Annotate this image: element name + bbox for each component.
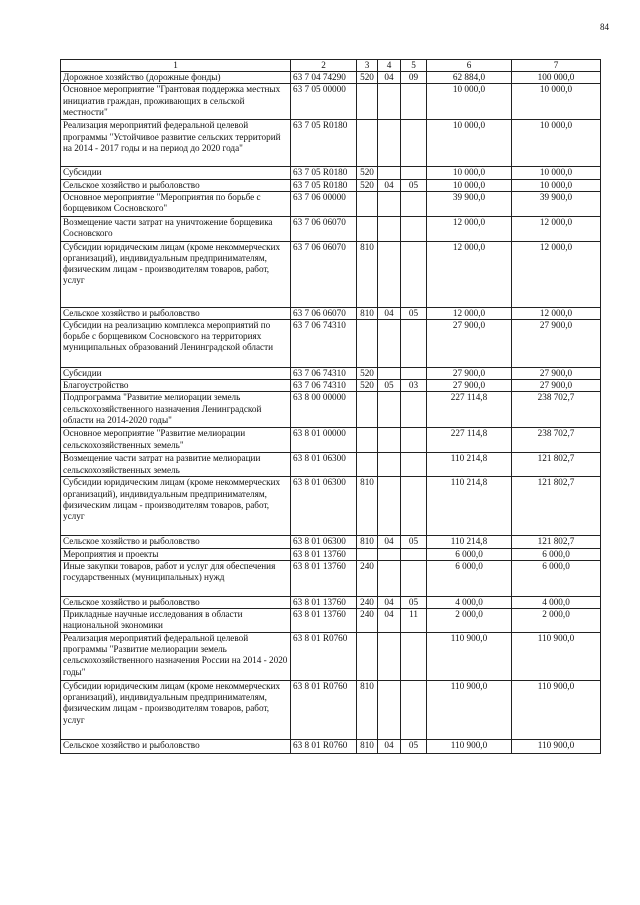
row-amount-1: 12 000,0 [427, 216, 512, 241]
row-code: 63 7 06 74310 [291, 320, 357, 368]
row-amount-2: 110 900,0 [512, 681, 601, 740]
row-expense-type: 520 [357, 167, 378, 179]
row-expense-type [357, 320, 378, 368]
table-row [61, 548, 601, 560]
row-section [378, 320, 401, 368]
header-col-5: 5 [401, 60, 427, 72]
page-number: 84 [600, 22, 609, 32]
row-section [378, 681, 401, 740]
row-name: Реализация мероприятий федеральной целевой программы "Развитие мелиорации земель сельскохозяйственного назначения России на 2014 - 2020 годы" [61, 633, 291, 681]
header-col-7: 7 [512, 60, 601, 72]
row-amount-1: 62 884,0 [427, 72, 512, 84]
row-name: Иные закупки товаров, работ и услуг для обеспечения государственных (муниципальных) нужд [61, 560, 291, 596]
row-expense-type: 240 [357, 609, 378, 633]
row-expense-type: 240 [357, 596, 378, 608]
row-amount-2: 121 802,7 [512, 536, 601, 548]
row-expense-type: 810 [357, 241, 378, 307]
row-section [378, 453, 401, 477]
row-amount-2: 39 900,0 [512, 191, 601, 216]
row-code: 63 8 01 13760 [291, 548, 357, 560]
table-row [61, 320, 601, 368]
table-row [61, 681, 601, 740]
row-code: 63 7 06 06070 [291, 241, 357, 307]
table-row [61, 84, 601, 120]
row-code: 63 7 06 00000 [291, 191, 357, 216]
row-name: Благоустройство [61, 380, 291, 392]
row-section [378, 191, 401, 216]
table-row [61, 191, 601, 216]
row-code: 63 8 01 00000 [291, 428, 357, 453]
row-code: 63 8 01 06300 [291, 477, 357, 536]
row-code: 63 7 06 06070 [291, 216, 357, 241]
row-subsection: 05 [401, 179, 427, 191]
row-amount-1: 27 900,0 [427, 320, 512, 368]
row-subsection: 05 [401, 740, 427, 754]
row-subsection [401, 191, 427, 216]
row-subsection [401, 681, 427, 740]
row-expense-type [357, 216, 378, 241]
table-row [61, 740, 601, 754]
row-amount-1: 12 000,0 [427, 307, 512, 319]
row-subsection: 05 [401, 307, 427, 319]
row-section: 04 [378, 536, 401, 548]
row-amount-1: 10 000,0 [427, 84, 512, 120]
row-code: 63 8 01 R0760 [291, 740, 357, 754]
row-expense-type [357, 633, 378, 681]
header-col-2: 2 [291, 60, 357, 72]
row-name: Возмещение части затрат на уничтожение борщевика Сосновского [61, 216, 291, 241]
row-section [378, 241, 401, 307]
row-code: 63 7 05 00000 [291, 84, 357, 120]
row-amount-1: 6 000,0 [427, 548, 512, 560]
table-row [61, 596, 601, 608]
row-name: Субсидии [61, 368, 291, 380]
row-expense-type [357, 392, 378, 428]
row-amount-2: 10 000,0 [512, 120, 601, 167]
table-row [61, 453, 601, 477]
row-section [378, 84, 401, 120]
row-expense-type [357, 120, 378, 167]
table-row [61, 72, 601, 84]
header-col-6: 6 [427, 60, 512, 72]
row-subsection [401, 548, 427, 560]
row-amount-2: 121 802,7 [512, 477, 601, 536]
row-section: 04 [378, 307, 401, 319]
row-subsection [401, 453, 427, 477]
row-expense-type: 240 [357, 560, 378, 596]
row-amount-1: 39 900,0 [427, 191, 512, 216]
row-amount-2: 238 702,7 [512, 428, 601, 453]
row-code: 63 7 05 R0180 [291, 179, 357, 191]
row-subsection [401, 84, 427, 120]
row-code: 63 8 01 06300 [291, 536, 357, 548]
table-row [61, 477, 601, 536]
row-section: 04 [378, 72, 401, 84]
row-subsection [401, 428, 427, 453]
row-amount-1: 10 000,0 [427, 120, 512, 167]
row-name: Возмещение части затрат на развитие мелиорации сельскохозяйственных земель [61, 453, 291, 477]
row-subsection [401, 120, 427, 167]
row-section: 04 [378, 609, 401, 633]
row-name: Мероприятия и проекты [61, 548, 291, 560]
row-name: Субсидии на реализацию комплекса мероприятий по борьбе с борщевиком Сосновского на территориях муниципальных образований Ленинградской области [61, 320, 291, 368]
row-section [378, 216, 401, 241]
row-code: 63 7 06 74310 [291, 380, 357, 392]
row-section: 05 [378, 380, 401, 392]
row-name: Основное мероприятие "Мероприятия по борьбе с борщевиком Сосновского" [61, 191, 291, 216]
row-amount-2: 6 000,0 [512, 560, 601, 596]
row-amount-2: 121 802,7 [512, 453, 601, 477]
row-name: Прикладные научные исследования в области национальной экономики [61, 609, 291, 633]
table-row [61, 216, 601, 241]
row-amount-2: 4 000,0 [512, 596, 601, 608]
table-row [61, 633, 601, 681]
row-expense-type: 810 [357, 740, 378, 754]
row-code: 63 7 06 06070 [291, 307, 357, 319]
row-amount-2: 238 702,7 [512, 392, 601, 428]
row-code: 63 8 01 R0760 [291, 681, 357, 740]
row-subsection [401, 560, 427, 596]
row-code: 63 8 01 13760 [291, 609, 357, 633]
row-name: Сельское хозяйство и рыболовство [61, 596, 291, 608]
row-name: Основное мероприятие "Грантовая поддержка местных инициатив граждан, проживающих в сельской местности" [61, 84, 291, 120]
row-subsection [401, 241, 427, 307]
table-row [61, 368, 601, 380]
row-subsection: 05 [401, 536, 427, 548]
row-amount-2: 10 000,0 [512, 167, 601, 179]
header-col-3: 3 [357, 60, 378, 72]
row-expense-type: 810 [357, 536, 378, 548]
row-expense-type [357, 428, 378, 453]
row-subsection [401, 320, 427, 368]
table-row [61, 560, 601, 596]
table-row [61, 609, 601, 633]
row-amount-2: 12 000,0 [512, 241, 601, 307]
row-amount-1: 12 000,0 [427, 241, 512, 307]
row-code: 63 8 00 00000 [291, 392, 357, 428]
row-section [378, 633, 401, 681]
row-expense-type: 810 [357, 681, 378, 740]
row-subsection: 03 [401, 380, 427, 392]
row-section [378, 368, 401, 380]
row-subsection [401, 167, 427, 179]
table-row [61, 307, 601, 319]
row-expense-type [357, 453, 378, 477]
row-section [378, 560, 401, 596]
row-subsection [401, 216, 427, 241]
row-code: 63 7 04 74290 [291, 72, 357, 84]
row-name: Субсидии юридическим лицам (кроме некоммерческих организаций), индивидуальным предпринимателям, физическим лицам - производителям товаров, работ, услуг [61, 241, 291, 307]
row-section [378, 428, 401, 453]
row-name: Подпрограмма "Развитие мелиорации земель сельскохозяйственного назначения Ленинградской области на 2014-2020 годы" [61, 392, 291, 428]
row-section [378, 120, 401, 167]
row-expense-type: 520 [357, 380, 378, 392]
budget-table [60, 59, 601, 754]
row-code: 63 8 01 13760 [291, 560, 357, 596]
row-amount-1: 2 000,0 [427, 609, 512, 633]
row-subsection: 11 [401, 609, 427, 633]
table-row [61, 428, 601, 453]
row-amount-1: 10 000,0 [427, 167, 512, 179]
header-row [61, 60, 601, 72]
header-col-1: 1 [61, 60, 291, 72]
row-amount-1: 227 114,8 [427, 392, 512, 428]
row-name: Сельское хозяйство и рыболовство [61, 740, 291, 754]
row-section: 04 [378, 740, 401, 754]
table-row [61, 179, 601, 191]
row-amount-1: 110 214,8 [427, 477, 512, 536]
row-name: Сельское хозяйство и рыболовство [61, 536, 291, 548]
row-amount-2: 10 000,0 [512, 179, 601, 191]
table-body [61, 60, 601, 754]
row-amount-1: 27 900,0 [427, 380, 512, 392]
row-amount-2: 27 900,0 [512, 380, 601, 392]
row-name: Основное мероприятие "Развитие мелиорации сельскохозяйственных земель" [61, 428, 291, 453]
row-amount-1: 110 900,0 [427, 633, 512, 681]
row-amount-2: 27 900,0 [512, 320, 601, 368]
row-amount-2: 27 900,0 [512, 368, 601, 380]
table-row [61, 120, 601, 167]
row-subsection: 05 [401, 596, 427, 608]
row-amount-1: 10 000,0 [427, 179, 512, 191]
row-section: 04 [378, 179, 401, 191]
row-amount-1: 227 114,8 [427, 428, 512, 453]
row-section [378, 392, 401, 428]
row-code: 63 8 01 13760 [291, 596, 357, 608]
row-subsection: 09 [401, 72, 427, 84]
header-col-4: 4 [378, 60, 401, 72]
row-subsection [401, 368, 427, 380]
row-amount-1: 27 900,0 [427, 368, 512, 380]
row-amount-2: 6 000,0 [512, 548, 601, 560]
row-amount-2: 110 900,0 [512, 740, 601, 754]
row-code: 63 7 05 R0180 [291, 120, 357, 167]
table-row [61, 536, 601, 548]
row-expense-type [357, 84, 378, 120]
row-amount-1: 110 214,8 [427, 536, 512, 548]
row-amount-1: 6 000,0 [427, 560, 512, 596]
row-amount-1: 110 900,0 [427, 681, 512, 740]
row-section [378, 477, 401, 536]
row-expense-type [357, 191, 378, 216]
row-code: 63 7 06 74310 [291, 368, 357, 380]
table-row [61, 241, 601, 307]
row-amount-1: 110 214,8 [427, 453, 512, 477]
row-code: 63 8 01 06300 [291, 453, 357, 477]
row-section [378, 167, 401, 179]
table-row [61, 380, 601, 392]
row-amount-2: 12 000,0 [512, 307, 601, 319]
table-row [61, 392, 601, 428]
row-expense-type: 810 [357, 477, 378, 536]
row-name: Дорожное хозяйство (дорожные фонды) [61, 72, 291, 84]
row-amount-2: 10 000,0 [512, 84, 601, 120]
row-amount-1: 4 000,0 [427, 596, 512, 608]
row-amount-2: 2 000,0 [512, 609, 601, 633]
row-amount-2: 12 000,0 [512, 216, 601, 241]
table-row [61, 167, 601, 179]
row-name: Субсидии юридическим лицам (кроме некоммерческих организаций), индивидуальным предпринимателям, физическим лицам - производителям товаров, работ, услуг [61, 477, 291, 536]
row-name: Сельское хозяйство и рыболовство [61, 179, 291, 191]
row-name: Субсидии [61, 167, 291, 179]
row-section: 04 [378, 596, 401, 608]
row-amount-2: 110 900,0 [512, 633, 601, 681]
row-name: Реализация мероприятий федеральной целевой программы "Устойчивое развитие сельских территорий на 2014 - 2017 годы и на период до 2020 года" [61, 120, 291, 167]
row-subsection [401, 392, 427, 428]
row-code: 63 7 05 R0180 [291, 167, 357, 179]
row-expense-type [357, 548, 378, 560]
row-expense-type: 520 [357, 179, 378, 191]
row-name: Сельское хозяйство и рыболовство [61, 307, 291, 319]
row-amount-1: 110 900,0 [427, 740, 512, 754]
row-subsection [401, 633, 427, 681]
row-expense-type: 520 [357, 368, 378, 380]
row-amount-2: 100 000,0 [512, 72, 601, 84]
row-subsection [401, 477, 427, 536]
row-name: Субсидии юридическим лицам (кроме некоммерческих организаций), индивидуальным предпринимателям, физическим лицам - производителям товаров, работ, услуг [61, 681, 291, 740]
row-code: 63 8 01 R0760 [291, 633, 357, 681]
row-section [378, 548, 401, 560]
row-expense-type: 810 [357, 307, 378, 319]
row-expense-type: 520 [357, 72, 378, 84]
